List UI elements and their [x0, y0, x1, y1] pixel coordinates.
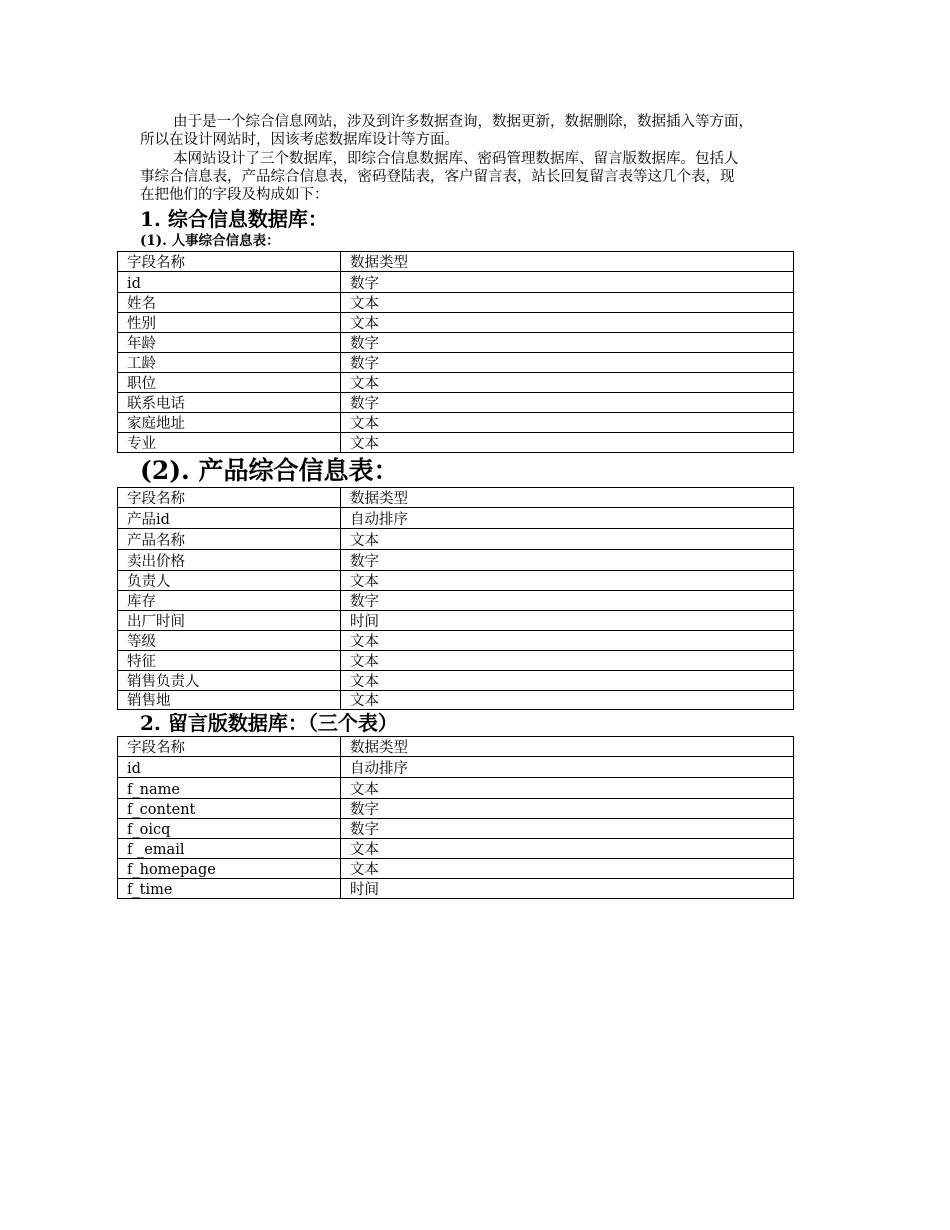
table-row	[118, 393, 794, 413]
intro-p2-line-2: 事综合信息表，产品综合信息表，密码登陆表，客户留言表，站长回复留言表等这几个表，现	[140, 169, 735, 185]
table-header-row	[118, 488, 794, 508]
header-cell-field-name: 字段名称	[118, 488, 341, 508]
table-row	[118, 859, 794, 879]
header-cell-data-type: 数据类型	[341, 737, 794, 757]
field-name-cell: id	[118, 272, 341, 293]
table-row	[118, 550, 794, 571]
data-type-cell: 文本	[341, 433, 794, 453]
table-2-title: (2). 产品综合信息表：	[140, 456, 399, 485]
data-type-cell: 自动排序	[341, 508, 794, 529]
data-type-cell: 数字	[341, 819, 794, 839]
table-row	[118, 671, 794, 691]
table-row	[118, 691, 794, 710]
table-row	[118, 839, 794, 859]
field-name-cell: f _email	[118, 839, 341, 859]
data-type-cell: 文本	[341, 293, 794, 313]
table-header-row	[118, 252, 794, 272]
field-name-cell: 家庭地址	[118, 413, 341, 433]
intro-p2-line-3: 在把他们的字段及构成如下：	[140, 187, 329, 203]
data-type-cell: 文本	[341, 313, 794, 333]
data-type-cell: 数字	[341, 393, 794, 413]
field-name-cell: f_name	[118, 778, 341, 799]
field-name-cell: 职位	[118, 373, 341, 393]
table-row	[118, 651, 794, 671]
guestbook-table	[117, 736, 794, 899]
table-row	[118, 529, 794, 550]
field-name-cell: 特征	[118, 651, 341, 671]
intro-p1-line-2: 所以在设计网站时，因该考虑数据库设计等方面。	[140, 132, 459, 148]
field-name-cell: f_oicq	[118, 819, 341, 839]
table-row	[118, 373, 794, 393]
intro-p1-line-1: 由于是一个综合信息网站，涉及到许多数据查询，数据更新，数据删除，数据插入等方面，	[173, 114, 753, 130]
data-type-cell: 数字	[341, 333, 794, 353]
table-row	[118, 413, 794, 433]
field-name-cell: 负责人	[118, 571, 341, 591]
field-name-cell: 销售地	[118, 691, 341, 710]
data-type-cell: 文本	[341, 571, 794, 591]
table-1-title: (1). 人事综合信息表：	[140, 233, 280, 249]
table-row	[118, 778, 794, 799]
intro-paragraph-1	[140, 113, 830, 149]
table-row	[118, 433, 794, 453]
data-type-cell: 自动排序	[341, 757, 794, 778]
data-type-cell: 文本	[341, 859, 794, 879]
data-type-cell: 文本	[341, 631, 794, 651]
table-row	[118, 879, 794, 899]
intro-p2-line-1: 本网站设计了三个数据库，即综合信息数据库、密码管理数据库、留言版数据库。包括人	[173, 151, 739, 167]
intro-paragraph-2	[140, 150, 830, 204]
product-info-table	[117, 487, 794, 710]
table-row	[118, 272, 794, 293]
header-cell-data-type: 数据类型	[341, 488, 794, 508]
table-row	[118, 799, 794, 819]
table-row	[118, 611, 794, 631]
data-type-cell: 文本	[341, 529, 794, 550]
field-name-cell: 专业	[118, 433, 341, 453]
field-name-cell: f_time	[118, 879, 341, 899]
table-row	[118, 571, 794, 591]
field-name-cell: f_homepage	[118, 859, 341, 879]
table-row	[118, 591, 794, 611]
header-cell-field-name: 字段名称	[118, 252, 341, 272]
data-type-cell: 文本	[341, 839, 794, 859]
table-row	[118, 353, 794, 373]
table-row	[118, 819, 794, 839]
header-cell-data-type: 数据类型	[341, 252, 794, 272]
table-row	[118, 313, 794, 333]
field-name-cell: 产品id	[118, 508, 341, 529]
data-type-cell: 数字	[341, 799, 794, 819]
table-row	[118, 293, 794, 313]
table-row	[118, 508, 794, 529]
data-type-cell: 文本	[341, 671, 794, 691]
table-header-row	[118, 737, 794, 757]
data-type-cell: 文本	[341, 413, 794, 433]
data-type-cell: 时间	[341, 879, 794, 899]
data-type-cell: 文本	[341, 778, 794, 799]
data-type-cell: 文本	[341, 373, 794, 393]
section-2-heading: 2. 留言版数据库：（三个表）	[140, 711, 398, 735]
field-name-cell: 销售负责人	[118, 671, 341, 691]
field-name-cell: 产品名称	[118, 529, 341, 550]
field-name-cell: 库存	[118, 591, 341, 611]
data-type-cell: 数字	[341, 591, 794, 611]
field-name-cell: 姓名	[118, 293, 341, 313]
header-cell-field-name: 字段名称	[118, 737, 341, 757]
field-name-cell: 卖出价格	[118, 550, 341, 571]
table-row	[118, 631, 794, 651]
data-type-cell: 文本	[341, 651, 794, 671]
field-name-cell: id	[118, 757, 341, 778]
data-type-cell: 文本	[341, 691, 794, 710]
data-type-cell: 数字	[341, 550, 794, 571]
field-name-cell: f_content	[118, 799, 341, 819]
field-name-cell: 性别	[118, 313, 341, 333]
personnel-info-table	[117, 251, 794, 453]
field-name-cell: 工龄	[118, 353, 341, 373]
data-type-cell: 时间	[341, 611, 794, 631]
table-row	[118, 333, 794, 353]
field-name-cell: 联系电话	[118, 393, 341, 413]
section-1-heading: 1. 综合信息数据库：	[140, 207, 328, 231]
table-row	[118, 757, 794, 778]
data-type-cell: 数字	[341, 353, 794, 373]
field-name-cell: 出厂时间	[118, 611, 341, 631]
data-type-cell: 数字	[341, 272, 794, 293]
field-name-cell: 年龄	[118, 333, 341, 353]
field-name-cell: 等级	[118, 631, 341, 651]
